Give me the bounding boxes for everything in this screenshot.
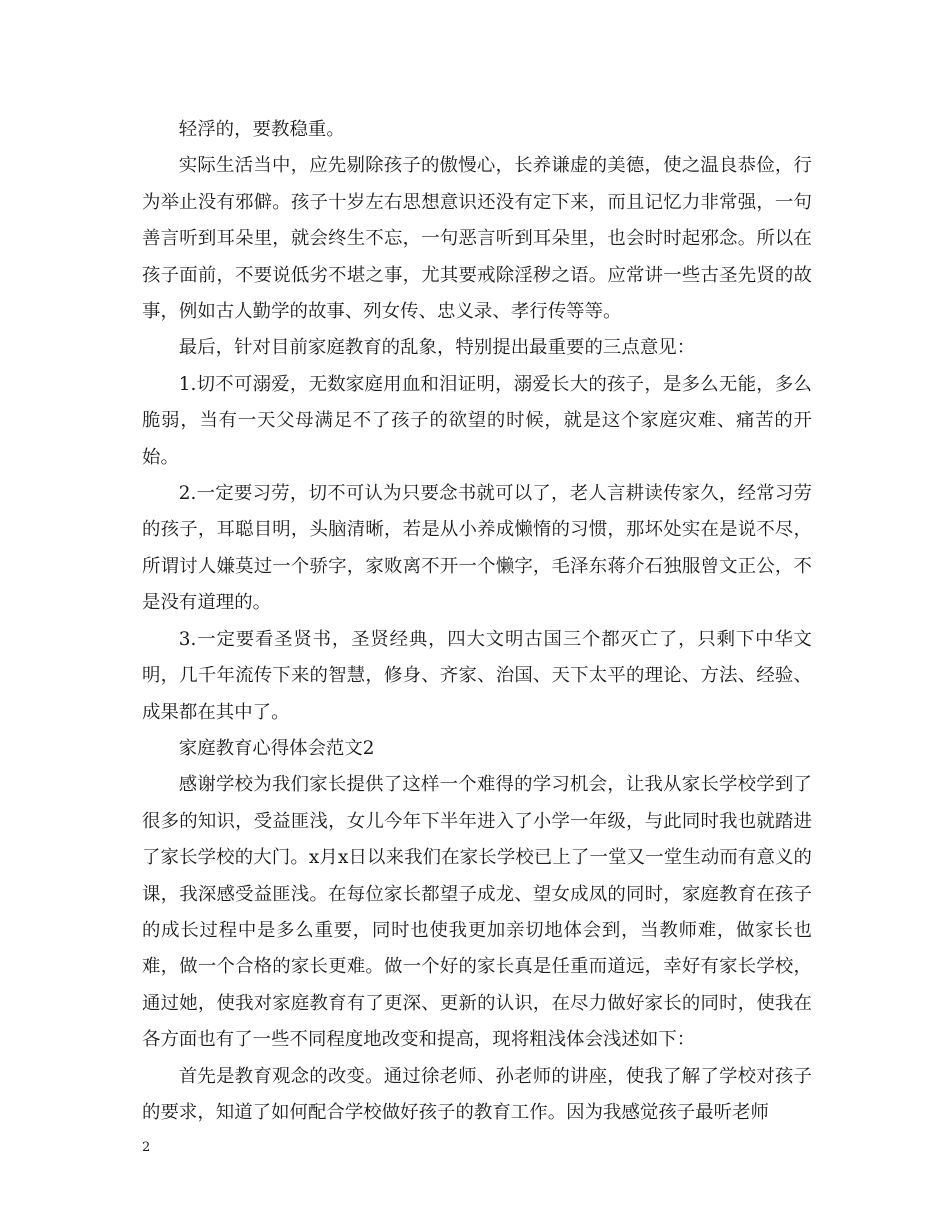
list-item-paragraph: 1.切不可溺爱，无数家庭用血和泪证明，溺爱长大的孩子，是多么无能，多么脆弱，当有一天父母满足不了孩子的欲望的时候，就是这个家庭灾难、痛苦的开始。	[142, 373, 812, 468]
document-body	[142, 112, 812, 1131]
paragraph: 最后，针对目前家庭教育的乱象，特别提出最重要的三点意见：	[178, 337, 696, 359]
paragraph: 感谢学校为我们家长提供了这样一个难得的学习机会，让我从家长学校学到了很多的知识，受益匪浅，女儿今年下半年进入了小学一年级，与此同时我也就踏进了家长学校的大门。x月x日以来我们在家长学校已上了一堂又一堂生动而有意义的课，我深感受益匪浅。在每位家长都望子成龙、望女成凤的同时，家庭教育在孩子的成长过程中是多么重要，同时也使我更加亲切地体会到，当教师难，做家长也难，做一个合格的家长更难。做一个好的家长真是任重而道远，幸好有家长学校，通过她，使我对家庭教育有了更深、更新的认识，在尽力做好家长的同时，使我在各方面也有了一些不同程度地改变和提高，现将粗浅体会浅述如下：	[142, 774, 812, 1051]
section-heading: 家庭教育心得体会范文2	[178, 737, 375, 759]
paragraph: 轻浮的，要教稳重。	[178, 119, 345, 140]
paragraph: 首先是教育观念的改变。通过徐老师、孙老师的讲座，使我了解了学校对孩子的要求，知道了如何配合学校做好孩子的教育工作。因为我感觉孩子最听老师	[142, 1065, 812, 1123]
list-item-paragraph: 3.一定要看圣贤书，圣贤经典，四大文明古国三个都灭亡了，只剩下中华文明，几千年流传下来的智慧，修身、齐家、治国、天下太平的理论、方法、经验、成果都在其中了。	[142, 628, 812, 723]
paragraph: 实际生活当中，应先剔除孩子的傲慢心，长养谦虚的美德，使之温良恭俭，行为举止没有邪僻。孩子十岁左右思想意识还没有定下来，而且记忆力非常强，一句善言听到耳朵里，就会终生不忘，一句恶言听到耳朵里，也会时时起邪念。所以在孩子面前，不要说低劣不堪之事，尤其要戒除淫秽之语。应常讲一些古圣先贤的故事，例如古人勤学的故事、列女传、忠义录、孝行传等等。	[142, 155, 812, 323]
page-number: 2	[142, 1140, 151, 1155]
list-item-paragraph: 2.一定要习劳，切不可认为只要念书就可以了，老人言耕读传家久，经常习劳的孩子，耳聪目明，头脑清晰，若是从小养成懒惰的习惯，那坏处实在是说不尽，所谓讨人嫌莫过一个骄字，家败离不开一个懒字，毛泽东蒋介石独服曾文正公，不是没有道理的。	[142, 483, 812, 614]
